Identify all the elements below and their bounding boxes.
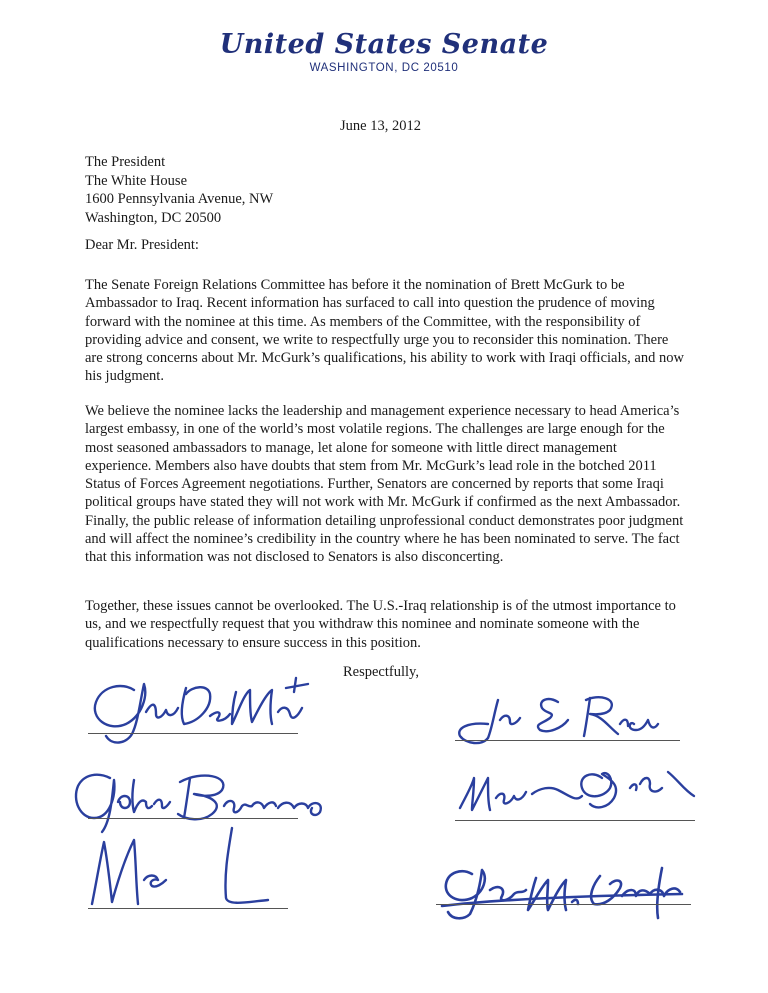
signature-demint: [82, 672, 312, 747]
recipient-line: The President: [85, 154, 166, 170]
closing: Respectfully,: [343, 664, 419, 680]
signature-line: [436, 904, 691, 905]
signature-risch-image: [448, 690, 678, 750]
letterhead-title: United States Senate: [219, 29, 549, 60]
signature-line: [88, 733, 298, 734]
body-paragraph: Together, these issues cannot be overlooked. The U.S.-Iraq relationship is of the utmost importance to us, and we respectfully request that you withdraw this nominee and nominate someone with the qualifications necessary to ensure success in this position.: [85, 598, 676, 651]
body-paragraph: The Senate Foreign Relations Committee has before it the nomination of Brett McGurk to be Ambassador to Iraq. Recent information has surfaced to call into question the prudence of moving forward with the nominee at this time. As members of the Committee, with the responsibility of providing advice and consent, we write to respectfully urge you to reconsider this nomination. There are strong concerns about Mr. McGurk’s qualifications, his ability to work with Iraqi officials, and now his judgment.: [85, 277, 684, 385]
salutation: Dear Mr. President:: [85, 237, 199, 253]
body-paragraph: We believe the nominee lacks the leadership and management experience necessary to head America’s largest embassy, in one of the world’s most volatile regions. The challenges are large enough for the most seasoned ambassadors to manage, let alone for someone with little direct management experience. Members also have doubts that stem from Mr. McGurk’s lead role in the botched 2011 Status of Forces Agreement negotiations. Further, Senators are concerned by reports that some Iraqi political groups have stated they will not work with Mr. McGurk if confirmed as the next Ambassador. Finally, the public release of information detailing unprofessional conduct demonstrates poor judgment and will affect the nominee’s credibility in the country where he has been nominated to serve. The fact that this information was not disclosed to Senators is also disconcerting.: [85, 403, 684, 566]
recipient-line: The White House: [85, 172, 188, 189]
recipient-address: [85, 153, 273, 227]
signature-risch: [448, 690, 678, 750]
signature-line: [88, 908, 288, 909]
letterhead: [0, 30, 768, 74]
signature-line: [455, 820, 695, 821]
letter-date: June 13, 2012: [340, 118, 421, 134]
recipient-line: 1600 Pennsylvania Avenue, NW: [85, 191, 274, 207]
recipient-line: Washington, DC 20500: [85, 209, 222, 226]
signature-rubio: [452, 756, 702, 826]
signature-demint-image: [82, 672, 312, 747]
letterhead-location: WASHINGTON, DC 20510: [309, 62, 459, 74]
signature-mccain-image: [82, 818, 292, 913]
signature-line: [455, 740, 680, 741]
signature-rubio-image: [452, 756, 702, 826]
signature-mccain: [82, 818, 292, 913]
signature-inhofe-image: [432, 858, 702, 928]
signature-inhofe: [432, 858, 702, 928]
